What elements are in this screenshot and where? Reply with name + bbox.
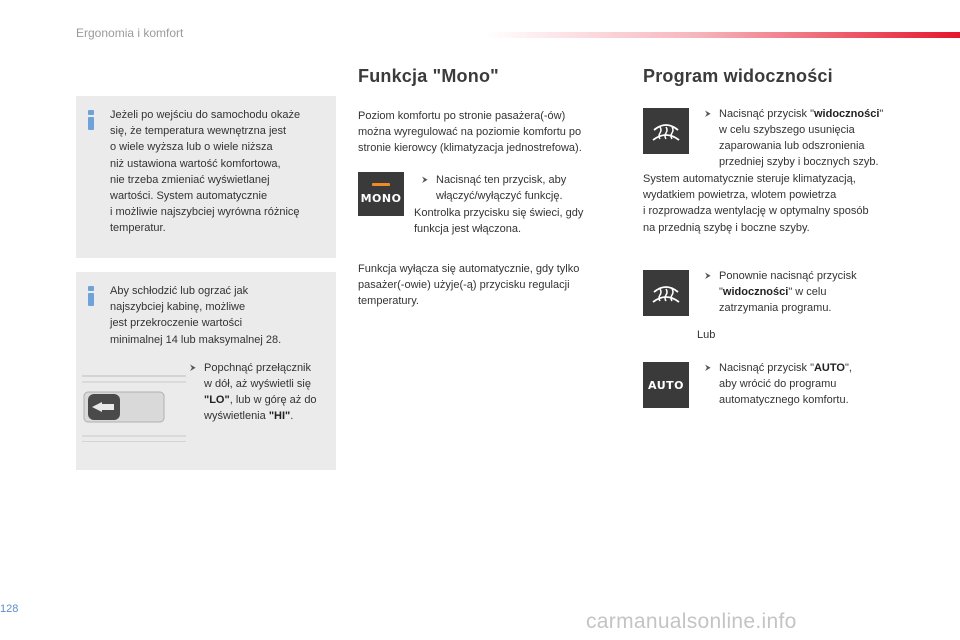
- boost-instruction: ⮞ Popchnąć przełącznik w dół, aż wyświetli się "LO", lub w górę aż do wyświetlenia "HI".: [190, 362, 317, 422]
- mono-button-image: MONO: [358, 172, 404, 216]
- info-icon: [88, 110, 94, 130]
- or-text: Lub: [697, 329, 716, 341]
- visibility-on-instruction: ⮞ Nacisnąć przycisk "widoczności" w celu szybszego usunięcia zaparowania lub odszronienia przedniej szyby i bocznych szyb.: [705, 108, 884, 168]
- page-number: 128: [0, 603, 19, 615]
- mono-instruction: ⮞ Nacisnąć ten przycisk, aby włączyć/wyłączyć funkcję.: [422, 174, 567, 202]
- auto-button-image: AUTO: [643, 362, 689, 408]
- windshield-defrost-icon: [643, 270, 689, 316]
- mono-intro-text: Poziom komfortu po stronie pasażera(-ów) można wyregulować na poziomie komfortu po stronie kierowcy (klimatyzacja jednostrefowa).: [358, 110, 582, 155]
- mono-section-title: Funkcja "Mono": [358, 66, 499, 86]
- info-note-temperature: [76, 96, 336, 258]
- visibility-off-instruction: ⮞ Ponownie nacisnąć przycisk "widoczności" w celu zatrzymania programu.: [705, 270, 857, 314]
- visibility-section-title: Program widoczności: [643, 66, 833, 86]
- windshield-defrost-icon: [643, 108, 689, 154]
- visibility-system-text: System automatycznie steruje klimatyzacją, wydatkiem powietrza, wlotem powietrza i rozprowadza wentylację w optymalny sposób na przednią szybę i boczne szyby.: [643, 173, 869, 234]
- info-note-boost: [76, 272, 336, 470]
- section-header-title: Ergonomia i komfort: [76, 26, 184, 40]
- header-accent-bar: [486, 32, 960, 38]
- watermark: carmanualsonline.info: [586, 610, 797, 633]
- mono-indicator-led: [372, 183, 390, 186]
- mono-indicator-text: Kontrolka przycisku się świeci, gdy funkcja jest włączona.: [414, 207, 584, 236]
- info-note-text: Jeżeli po wejściu do samochodu okaże się, że temperatura wewnętrzna jest o wiele wyższa lub o wiele niższa niż ustawiona wartość komfortowa, nie trzeba zmieniać wyświetlanej wartości. System automatycznie i możliwie najszybciej wyrówna różnicę temperatur.: [110, 109, 301, 235]
- auto-instruction: ⮞ Nacisnąć przycisk "AUTO", aby wrócić do programu automatycznego komfortu.: [705, 362, 852, 406]
- info-icon: [88, 286, 94, 306]
- temperature-lever-illustration: [82, 366, 186, 442]
- mono-auto-off-text: Funkcja wyłącza się automatycznie, gdy tylko pasażer(-owie) użyje(-ą) przycisku regulacji temperatury.: [358, 263, 580, 308]
- info-note-text: Aby schłodzić lub ogrzać jak najszybciej kabinę, możliwe jest przekroczenie wartości minimalnej 14 lub maksymalnej 28.: [110, 285, 282, 346]
